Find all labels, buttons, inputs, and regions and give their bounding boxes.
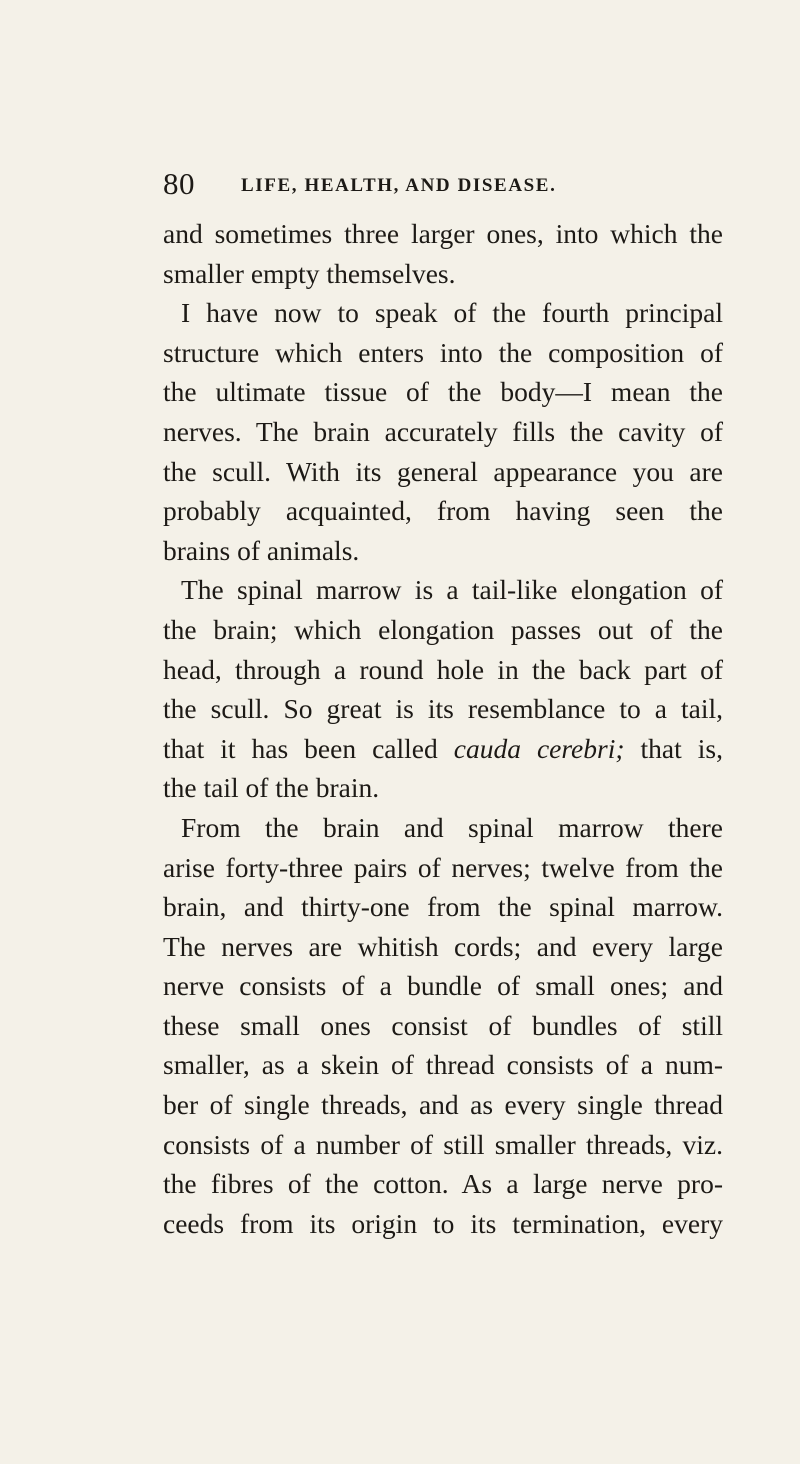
paragraph [163, 214, 723, 293]
latin-line-after: that is, [624, 732, 723, 764]
text-line: nerve consists of a bundle of small ones; and [163, 970, 723, 1002]
text-line: these small ones consist of bundles of still [163, 1009, 723, 1041]
text-line: arise forty-three pairs of nerves; twelve from the [163, 851, 723, 883]
text-line: brain, and thirty-one from the spinal marrow. [163, 891, 723, 923]
text-line: The spinal marrow is a tail-like elongation of [181, 574, 723, 606]
text-line: and sometimes three larger ones, into which the [163, 218, 723, 249]
page-number: 80 [163, 166, 195, 201]
text-line: the fibres of the cotton. As a large nerve pro- [163, 1168, 723, 1200]
latin-line-before: that it has been called [163, 732, 454, 764]
paragraph [163, 808, 723, 1244]
running-title: LIFE, HEALTH, AND DISEASE. [241, 175, 557, 196]
text-line: the tail of the brain. [163, 772, 380, 804]
latin-text-line [163, 729, 723, 769]
text-line: structure which enters into the composition of [163, 336, 723, 368]
text-line: I have now to speak of the fourth principal [181, 297, 723, 329]
text-line: ber of single threads, and as every single thread [163, 1089, 723, 1121]
text-line: smaller empty themselves. [163, 257, 456, 289]
page-header [163, 164, 723, 208]
paragraph [163, 570, 723, 808]
text-line: The nerves are whitish cords; and every large [163, 930, 723, 962]
text-line: ceeds from its origin to its termination, every [163, 1207, 723, 1239]
text-line: the ultimate tissue of the body—I mean the [163, 376, 723, 408]
text-line: nerves. The brain accurately fills the cavity of [163, 415, 723, 447]
text-line: the scull. With its general appearance you are [163, 455, 723, 487]
text-line: smaller, as a skein of thread consists of a num- [163, 1049, 723, 1081]
text-line: probably acquainted, from having seen the [163, 495, 723, 527]
paragraph [163, 293, 723, 570]
text-line: From the brain and spinal marrow there [181, 811, 723, 843]
text-line: head, through a round hole in the back part of [163, 653, 723, 685]
latin-term: cauda cerebri; [453, 732, 625, 764]
text-line: brains of animals. [163, 534, 360, 566]
text-line: consists of a number of still smaller threads, viz. [163, 1128, 723, 1160]
body-text [163, 214, 723, 1243]
text-line: the brain; which elongation passes out of the [163, 613, 723, 645]
text-line: the scull. So great is its resemblance to a tail, [163, 693, 723, 725]
